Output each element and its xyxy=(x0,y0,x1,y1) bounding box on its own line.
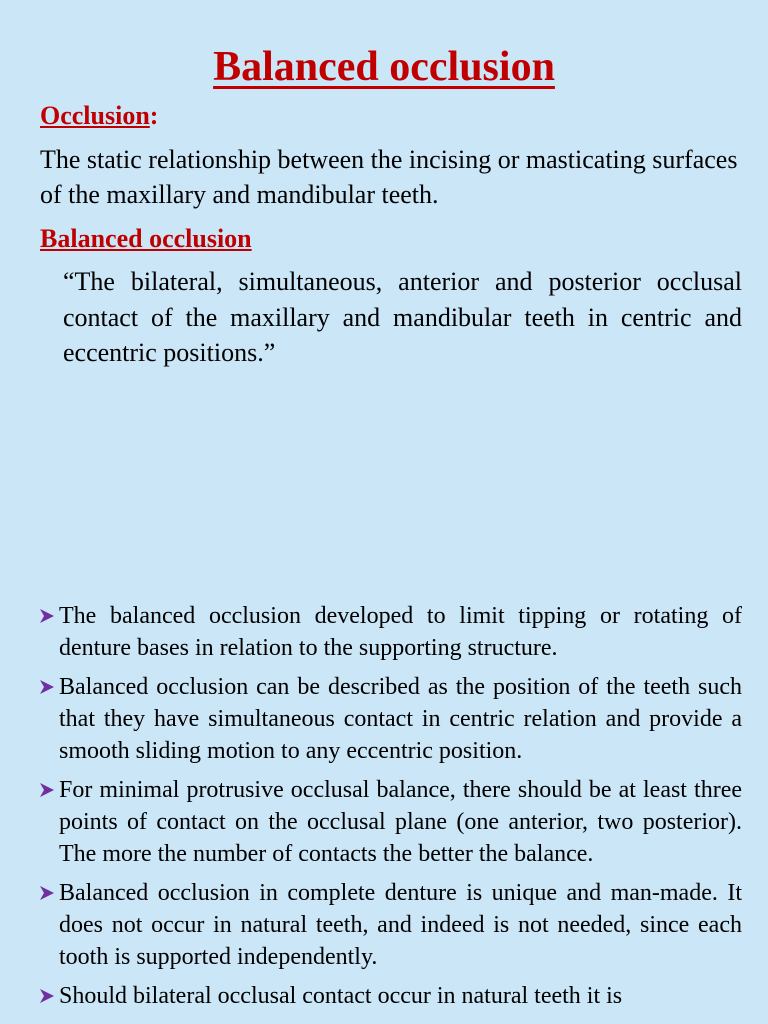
arrow-right-triangle-icon xyxy=(38,987,56,1005)
occlusion-definition: The static relationship between the incising or masticating surfaces of the maxillary and mandibular teeth. xyxy=(40,145,738,209)
occlusion-heading-text: Occlusion xyxy=(40,101,150,130)
balanced-occlusion-quote: “The bilateral, simultaneous, anterior and posterior occlusal contact of the maxillary and mandibular teeth in centric and eccentric positions.” xyxy=(63,267,742,367)
balanced-occlusion-heading: Balanced occlusion xyxy=(40,224,252,253)
slide-title xyxy=(0,40,768,94)
arrow-right-triangle-icon xyxy=(38,678,56,696)
occlusion-heading xyxy=(40,98,158,134)
bullet-item xyxy=(38,774,742,870)
bullet-text: Should bilateral occlusal contact occur in natural teeth it is xyxy=(59,983,623,1009)
bullet-list xyxy=(38,600,742,1019)
occlusion-heading-colon: : xyxy=(149,101,159,130)
bullet-item xyxy=(38,671,742,767)
slide-title-text: Balanced occlusion xyxy=(213,44,555,90)
arrow-right-triangle-icon xyxy=(38,884,56,902)
bullet-text: Balanced occlusion can be described as the position of the teeth such that they have simultaneous contact in centric relation and provide a smooth sliding motion to any eccentric position. xyxy=(59,674,742,764)
bullet-text: Balanced occlusion in complete denture is unique and man-made. It does not occur in natural teeth, and indeed is not needed, since each tooth is supported independently. xyxy=(59,880,742,970)
arrow-right-triangle-icon xyxy=(38,781,56,799)
bullet-item xyxy=(38,980,742,1012)
bullet-text: The balanced occlusion developed to limit tipping or rotating of denture bases in relation to the supporting structure. xyxy=(59,603,742,661)
bullet-text: For minimal protrusive occlusal balance, there should be at least three points of contact on the occlusal plane (one anterior, two posterior). The more the number of contacts the better the balance. xyxy=(59,777,742,867)
arrow-right-triangle-icon xyxy=(38,607,56,625)
bullet-item xyxy=(38,877,742,973)
bullet-item xyxy=(38,600,742,664)
